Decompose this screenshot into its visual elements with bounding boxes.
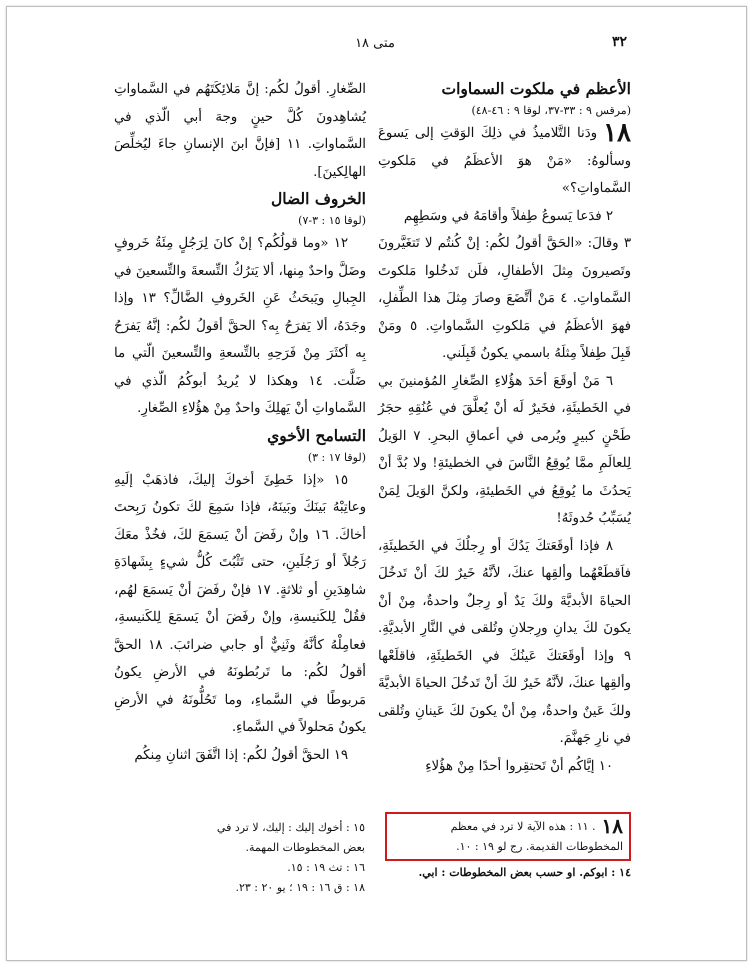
running-head: متى ١٨ [355,36,395,51]
footnote: ١٨ : ق ١٦ : ١٩ ؛ يو ٢٠ : ٢٣. [235,881,365,894]
section-ref: (لوقا ١٥ : ٣-٧) [298,214,366,227]
left-column [114,76,366,769]
verse-paragraph: ٣ وقالَ: «الحَقَّ أقولُ لكُم: إنْ كُنتُم لا تَتغَيَّرونَ وتَصيرونَ مِثلَ الأطفالِ، فلَن تَدخُلوا مَلكوتَ السَّماواتِ. ٤ مَنْ أتَّضَعَ وصارَ مِثلَ هذا الطِّفلِ، فهوَ الأعظَمُ في مَلكوتِ السَّماواتِ. ٥ ومَنْ قَبِلَ طِفلاً مِثلَهُ باسمي يكونُ قَبِلَني. [378,236,631,361]
footnote-text: . ١١ : هذه الآية لا ترد في معظم المخطوطات القديمة. رج لو ١٩ : ١٠. [450,820,623,853]
footnotes-left [200,818,365,898]
verse-paragraph: ١٩ الحقَّ أقولُ لكُم: إذا اتَّفَقَ اثنانِ مِنكُم [134,747,348,763]
verse-paragraph: ٦ مَنْ أوقَعَ أحَدَ هؤُلاءِ الصِّغارِ المُؤمنينَ بي في الخَطيئَةِ، فخَيرٌ لَه أنْ يُعلَّقَ في عُنُقِهِ حجَرُ طَحْنٍ كبيرٍ ويُرمى في أعماقِ البحرِ. ٧ الوَيلُ لِلعالَمِ ممَّا يُوقِعُ النَّاسَ في الخطيئةِ! ولا بُدَّ أنْ يَحدُثَ ما يُوقِعُ في الخَطيئةِ، ولكنَّ الوَيلَ لِمَنْ يُسَبِّبُ حُدوثَهُ! [378,373,631,526]
verse-paragraph: ١٥ «إذا خَطِئَ أخوكَ إليكَ، فاذهَبْ إلَيهِ وعاتِبْهُ بَينَكَ وبَينَهُ، فإذا سَمِعَ لكَ تكونُ رَبِحتَ أخاكَ. ١٦ وإنْ رفَضَ أنْ يَسمَعَ لكَ، فخُذْ معَكَ رَجُلاً أو رَجُلَينِ، حتى تَثْبُتَ كُلُّ شيءٍ بِشَهادَةِ شاهِدَينِ أو ثلاثةٍ. ١٧ فإنْ رفَضَ أنْ يَسمَعَ لهُم، فقُلْ لِلكَنيسةِ، وإنْ رفَضَ أنْ يَسمَعَ لِلكَنيسةِ، فعامِلْهُ كأنَّهُ وثَنِيٌّ أو جابي ضرائبَ. ١٨ الحقَّ أقولُ لكُم: ما تَربُطونَهُ في الأرضِ يكونُ مَربوطًا في السَّماءِ، وما تَحُلُّونَهُ في الأرضِ يكونُ مَحلولاً في السَّماءِ. [114,472,366,735]
highlighted-footnote [385,812,631,861]
page-number: ٣٢ [612,34,628,50]
footnote-chapter: ١٨ [601,814,623,838]
footnotes-right [386,812,631,883]
section-ref: (لوقا ١٧ : ٣) [307,450,366,464]
verse-paragraph: ١٢ «وما قولُكُم؟ إنْ كانَ لِرَجُلٍ مِئَةُ خَروفٍ وضَلَّ واحدٌ مِنها، ألا يَترُكُ التِّسعةَ والتِّسعينَ في الجِبالِ ويَبحَثُ عَنِ الخَروفِ الضَّالِّ؟ ١٣ وإذا وجَدَهُ، ألا يَفرَحُ بِه؟ الحقَّ أقولُ لكُم: إنَّهُ يَفرَحُ بِه أكثَرَ مِنْ فَرَحِهِ بالتِّسعةِ والتِّسعينَ الّتي ما ضَلَّت. ١٤ وهكذا لا يُريدُ أبوكُمُ الّذي في السَّماواتِ أنْ يَهلِكَ واحدٌ مِنْ هؤُلاءِ الصِّغارِ. [114,236,366,416]
section-ref: (مرقس ٩ : ٣٣-٣٧، لوقا ٩ : ٤٦-٤٨) [471,104,631,117]
section-title: الخروف الضال [271,189,366,208]
verse-text: ودَنا التَّلاميذُ في ذلِكَ الوَقتِ إلى يَسوعَ وسألوهُ: «مَنْ هوَ الأعظَمُ في مَلكوتِ السَّماواتِ؟» [378,126,631,196]
footnote: ١٥ : أخوك إليك : إليك، لا ترد في بعض المخطوطات المهمة. [216,821,365,854]
section-title: التسامح الأخوي [267,425,366,445]
footnote: ١٦ : تث ١٩ : ١٥. [287,861,365,874]
verse-paragraph: الصِّغارِ. أقولُ لكُم: إنَّ مَلائِكَتَهُم في السَّماواتِ يُشاهِدونَ كُلَّ حينٍ وجهَ أبي الّذي في السَّماواتِ. ١١ [فإنَّ ابنَ الإنسانِ جاءَ ليُخلِّصَ الهالِكينَ]. [114,82,366,180]
chapter-number: ١٨ [603,118,631,148]
verse-paragraph [378,120,631,203]
verse-paragraph: ٢ فدَعا يَسوعُ طِفلاً وأقامَهُ في وسَطِهِم [403,208,613,224]
right-column [378,76,631,780]
section-title: الأعظم في ملكوت السماوات [441,79,631,98]
footnote: ١٤ : ابوكم. او حسب بعض المخطوطات : ابي. [418,866,631,879]
verse-paragraph: ٨ فإذا أوقَعَتكَ يَدُكَ أو رِجلُكَ في الخَطيئَةِ، فاَقطَعْهُما وألقِها عنكَ، لأنَّهُ خَيرٌ لكَ أنْ تَدخُلَ الحياةَ الأبديَّةَ ولكَ يَدٌ أو رِجلٌ واحدةٌ، مِنْ أنْ يكونَ لكَ يدانِ ورِجلانِ وتُلقى في النَّارِ الأبديَّةِ. ٩ وإذا أوقَعَتكَ عَينُكَ في الخَطيئَةِ، فاقلَعْها وألقِها عنكَ، لأنَّهُ خَيرٌ لكَ أنْ تَدخُلَ الحياةَ الأبديَّةَ ولكَ عَينٌ واحدةٌ، مِنْ أنْ يكونَ لكَ عَينانِ وتُلقى في نارِ جَهنَّمَ. [378,538,631,746]
verse-paragraph: ١٠ إيَّاكُم أنْ تَحتقِروا أحدًا مِنْ هؤُلاءِ [425,758,613,774]
